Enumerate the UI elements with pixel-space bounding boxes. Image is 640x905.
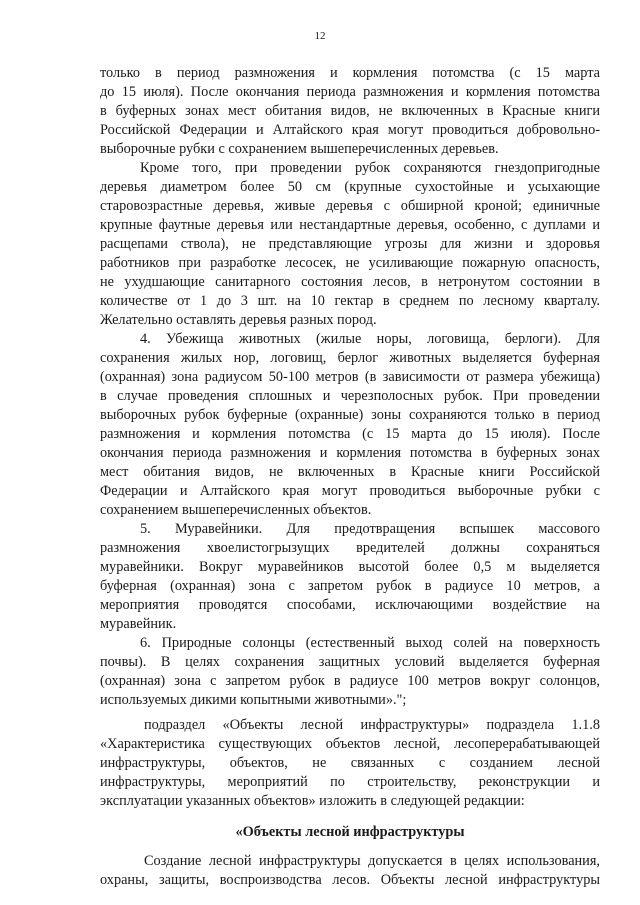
text-line: почвы). В целях сохранения защитных условий выделяется буферная (100, 654, 600, 670)
text-line: размножения хвоелистогрызущих вредителей должны сохраняться (100, 540, 600, 556)
text-line: деревья диаметром более 50 см (крупные сухостойные и усыхающие (100, 179, 600, 195)
text-line: «Характеристика существующих объектов лесной, лесоперерабатывающей (100, 736, 600, 752)
text-line: в случае проведения сплошных и черезполосных рубок. При проведении (100, 388, 600, 404)
text-line: Российской Федерации и Алтайского края могут проводиться добровольно- (100, 122, 600, 138)
section-heading: «Объекты лесной инфраструктуры (235, 824, 465, 840)
text-line: подраздел «Объекты лесной инфраструктуры» подраздела 1.1.8 (144, 717, 600, 733)
text-line: муравейники. Вокруг муравейников высотой более 0,5 м выделяется (100, 559, 600, 575)
page-number: 12 (314, 30, 326, 42)
text-line: (охранная) зона радиусом 50-100 метров (в зависимости от размера убежища) (100, 369, 600, 385)
text-line: (охранная) зона с запретом рубок в радиусе 100 метров вокруг солонцов, (100, 673, 600, 689)
text-line: сохранения жилых нор, логовищ, берлог животных выделяется буферная (100, 350, 600, 366)
text-line: Желательно оставлять деревья разных пород. (100, 312, 377, 328)
text-line: работников при разработке лесосек, не усиливающие пожарную опасность, (100, 255, 600, 271)
text-line: только в период размножения и кормления потомства (с 15 марта (100, 65, 600, 81)
text-line: до 15 июля). После окончания периода размножения и кормления потомства (100, 84, 600, 100)
text-line: сохранением вышеперечисленных объектов. (100, 502, 372, 518)
text-line: окончания периода размножения и кормления потомства в буферных зонах (100, 445, 600, 461)
text-line: Федерации и Алтайского края могут проводиться выборочные рубки с (100, 483, 600, 499)
text-line: расщепами ствола), не представляющие угрозы для жизни и здоровья (100, 236, 600, 252)
text-line: муравейник. (100, 616, 177, 632)
text-line: охраны, защиты, воспроизводства лесов. Объекты лесной инфраструктуры (100, 872, 600, 888)
text-line: 4. Убежища животных (жилые норы, логовища, берлоги). Для (140, 331, 600, 347)
text-line: не ухудшающие санитарного состояния лесов, в нетронутом состоянии в (100, 274, 600, 290)
text-line: размножения и кормления потомства (с 15 марта до 15 июля). После (100, 426, 600, 442)
text-line: крупные фаутные деревья или нестандартные деревья, особенно, с дуплами и (100, 217, 600, 233)
text-line: мест обитания видов, не включенных в Красные книги Российской (100, 464, 600, 480)
text-line: выборочных рубок буферные (охранные) зоны сохраняются только в период (100, 407, 600, 423)
text-line: инфраструктуры, объектов, не связанных с созданием лесной (100, 755, 600, 771)
text-line: используемых дикими копытными животными»."; (100, 692, 407, 708)
text-line: в буферных зонах мест обитания видов, не включенных в Красные книги (100, 103, 600, 119)
text-line: буферная (охранная) зона с запретом рубок в радиусе 10 метров, а (100, 578, 600, 594)
text-line: старовозрастные деревья, живые деревья с обширной кроной; единичные (100, 198, 600, 214)
text-line: количестве от 1 до 3 шт. на 10 гектар в среднем по лесному кварталу. (100, 293, 600, 309)
text-line: 5. Муравейники. Для предотвращения вспышек массового (140, 521, 600, 537)
text-line: эксплуатации указанных объектов» изложить в следующей редакции: (100, 793, 525, 809)
text-line: Создание лесной инфраструктуры допускается в целях использования, (144, 853, 600, 869)
text-line: Кроме того, при проведении рубок сохраняются гнездопригодные (140, 160, 600, 176)
text-line: выборочные рубки с сохранением вышеперечисленных деревьев. (100, 141, 499, 157)
text-line: 6. Природные солонцы (естественный выход солей на поверхность (140, 635, 600, 651)
text-line: мероприятия проводятся способами, исключающими воздействие на (100, 597, 600, 613)
text-line: инфраструктуры, мероприятий по строительству, реконструкции и (100, 774, 600, 790)
